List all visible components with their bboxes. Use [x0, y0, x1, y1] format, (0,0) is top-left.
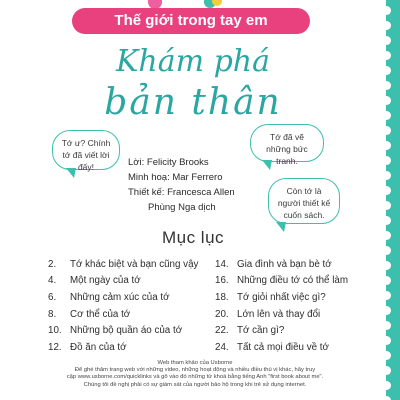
edge-scallop: [382, 171, 391, 180]
speech-bubble-designer: Còn tớ là người thiết kế cuốn sách.: [268, 178, 340, 224]
credit-illustrator: Minh hoạ: Mar Ferrero: [128, 172, 223, 183]
credit-translator: Phùng Nga dịch: [148, 202, 216, 213]
toc-page-number: 20.: [215, 308, 229, 320]
toc-column-right: [215, 256, 387, 356]
toc-item-label: Tớ khác biệt và bạn cũng vậy: [70, 258, 199, 270]
toc-item[interactable]: [48, 273, 220, 290]
toc-page-number: 22.: [215, 325, 229, 337]
toc-item[interactable]: [48, 306, 220, 323]
series-banner: Thế giới trong tay em: [72, 8, 310, 34]
toc-column-left: [48, 256, 220, 356]
toc-item[interactable]: [48, 256, 220, 273]
toc-item-label: Những bộ quần áo của tớ: [70, 325, 183, 337]
yellow-flower-decoration: [212, 0, 222, 6]
speech-bubble-tail-icon: [66, 168, 76, 178]
toc-page-number: 10.: [48, 325, 62, 337]
toc-item-label: Tất cả mọi điều về tớ: [237, 341, 329, 353]
toc-item[interactable]: [215, 322, 387, 339]
toc-heading: Mục lục: [161, 228, 225, 247]
edge-scallop: [382, 216, 391, 225]
toc-item-label: Những cảm xúc của tớ: [70, 291, 170, 303]
toc-item[interactable]: [215, 256, 387, 273]
toc-page-number: 8.: [48, 308, 57, 320]
toc-page-number: 4.: [48, 275, 57, 287]
toc-item[interactable]: [215, 289, 387, 306]
toc-page-number: 24.: [215, 341, 229, 353]
toc-item[interactable]: [48, 322, 220, 339]
toc-item-label: Tớ cần gì?: [237, 325, 285, 337]
edge-scallop: [382, 381, 391, 390]
toc-page-number: 14.: [215, 258, 229, 270]
edge-scallop: [382, 126, 391, 135]
edge-scallop: [382, 21, 391, 30]
book-title-line-2: bản thân: [104, 82, 282, 123]
book-title-line-1: Khám phá: [115, 44, 270, 79]
footer-link-text[interactable]: cập www.usborne.com/quicklinks và gõ vào đó những từ khoá bằng tiếng Anh "first book about me".: [66, 374, 324, 381]
edge-scallop: [382, 6, 391, 15]
edge-scallop: [382, 141, 391, 150]
scalloped-right-edge: [386, 0, 400, 400]
toc-item-label: Một ngày của tớ: [70, 275, 141, 287]
toc-item-label: Lớn lên và thay đổi: [237, 308, 321, 320]
footer-text-line: Chúng tôi đề nghị phải có sự giám sát của người bảo hộ trong khi trẻ sử dụng internet.: [83, 381, 307, 388]
toc-item[interactable]: [215, 273, 387, 290]
speech-bubble-author: Tớ ư? Chính tớ đã viết lời đấy!: [52, 130, 120, 170]
toc-item[interactable]: [215, 339, 387, 356]
toc-page-number: 2.: [48, 258, 57, 270]
edge-scallop: [382, 366, 391, 375]
toc-item[interactable]: [215, 306, 387, 323]
credit-author: Lời: Felicity Brooks: [128, 157, 209, 168]
footer-note: [20, 360, 370, 389]
toc-item[interactable]: [48, 339, 220, 356]
toc-item-label: Tớ giỏi nhất việc gì?: [237, 291, 326, 303]
credits-block: [128, 155, 268, 215]
toc-item[interactable]: [48, 289, 220, 306]
footer-heading: Web tham khảo của Usborne: [157, 360, 233, 366]
toc-page-number: 6.: [48, 291, 57, 303]
toc-item-label: Những điều tớ có thể làm: [237, 275, 349, 287]
toc-item-label: Đồ ăn của tớ: [70, 341, 127, 353]
toc-page-number: 16.: [215, 275, 229, 287]
toc-page-number: 12.: [48, 341, 62, 353]
edge-scallop: [382, 201, 391, 210]
toc-page-number: 18.: [215, 291, 229, 303]
edge-scallop: [382, 396, 391, 400]
edge-scallop: [382, 156, 391, 165]
toc-item-label: Gia đình và bạn bè tớ: [237, 258, 332, 270]
footer-text-line: Để ghé thăm trang web với những video, những hoạt động và nhiều điều thú vị khác, hãy truy: [74, 367, 316, 374]
edge-scallop: [382, 186, 391, 195]
toc-item-label: Cơ thể của tớ: [70, 308, 131, 320]
speech-bubble-illustrator: Tớ đã vẽ những bức tranh.: [250, 124, 324, 162]
credit-designer: Thiết kế: Francesca Allen: [128, 187, 235, 198]
